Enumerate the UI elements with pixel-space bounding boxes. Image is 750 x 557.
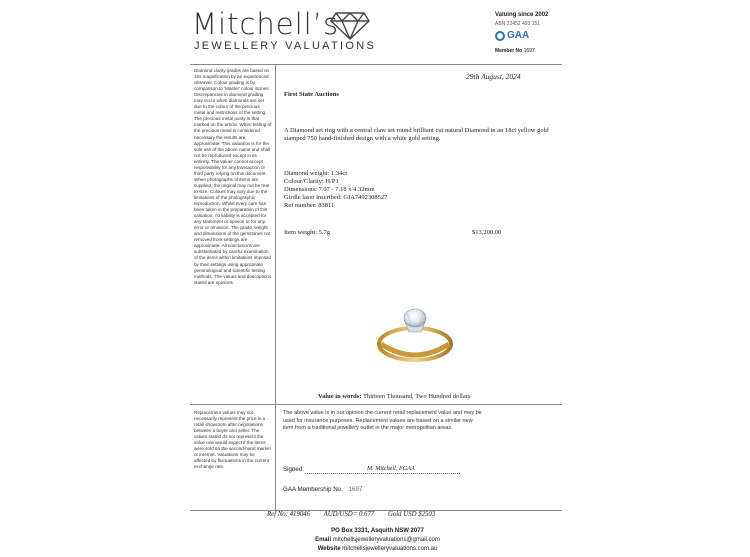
footer-website[interactable]: mitchellsjewelleryvaluations.com.au <box>342 546 438 552</box>
brand-tagline: JEWELLERY VALUATIONS <box>194 40 377 52</box>
gaa-logo <box>495 30 529 41</box>
diamond-weight: Diamond weight: 1.34ct <box>284 170 348 177</box>
brand-name: Mitchell’s <box>192 7 340 41</box>
valuing-since: Valuing since 2002 <box>495 12 549 18</box>
exchange-rate: AUD/USD= 0.677 <box>323 511 375 518</box>
client-name: First State Auctions <box>284 91 339 98</box>
replacement-disclaimer: Replacement values may not necessarily represent the price in a retail showroom after negotiations between a buyer and seller. The values stated do not represent the value one would expect if the items were sold on the second-hand market or internet. Valuations may be affected by fluctuations in the current exchange rate. <box>194 410 271 470</box>
email-label: Email <box>315 537 332 543</box>
replacement-note: The above value is in our opinion the current retail replacement value and may be used for insurance purposes. Replacement values are based on a similar new item from a traditional jewellery outlet in the major metropolitan areas. <box>283 410 482 431</box>
gold-price: Gold USD $2503 <box>387 511 436 518</box>
website-label: Website <box>317 546 341 552</box>
footer-address: PO Box 3331, Asquith NSW 2077 <box>331 528 424 534</box>
item-weight: Item weight: 5.7g <box>284 229 331 236</box>
ref-number: Ref number: 83811 <box>284 201 335 209</box>
ring-photo <box>375 300 455 370</box>
gaa-text: GAA <box>507 30 530 41</box>
item-description: A Diamond set ring with a central claw set round brilliant cut natural Diamond in an 18ct yellow gold stamped 750 hand-finished design with a white gold setting. <box>284 127 549 143</box>
footer <box>190 527 565 554</box>
item-price: $13,200.00 <box>472 229 502 236</box>
header-divider <box>190 64 562 65</box>
abn-number: ABN 22452 493 151 <box>495 21 541 27</box>
gaa-membership-label: GAA Membership No. <box>283 486 343 493</box>
value-in-words <box>318 393 470 400</box>
column-divider <box>275 64 276 511</box>
member-label: Member No <box>495 48 523 54</box>
item-details <box>284 170 387 210</box>
footer-email[interactable]: mitchellsjewelleryvaluations@gmail.com <box>332 537 440 543</box>
valuation-date: 29th August, 2024 <box>466 72 521 81</box>
member-number <box>495 48 535 54</box>
dimensions: Dimensions: 7.07 - 7.18 x 4.32mm <box>284 185 375 193</box>
disclaimer-text: Diamond clarity grades are based on 10x magnification by an experienced observer. Colour grading is by comparison to 'Master' colour stones. Discrepancies in diamond grading may occur when diamonds are set due to the colour of the precious metal and restrictions of the setting. The precious metal purity is that marked on the article. When testing of the precious metal is considered necessary the results are approximate. This valuation is for the sole use of the above name and shall not be reproduced except in its entirety. The valuer cannot accept responsibility for any transaction or third party relying on this document. When photographs of items are supplied, the original may not be true to size. Colours may vary due to the limitations of the photographic reproduction. Whilst every care has been taken in the preparation of this valuation, no liability is accepted for any statement or opinion or for any error or omission. The grade, weight and dimensions of the gemstones not removed from settings are approximate. All conclusions are substantiated by careful examination of the items within limitations imposed by their settings using appropriate gemmological and scientific testing methods. The values and descriptions stated are opinions. <box>194 68 272 285</box>
gaa-circle-icon <box>495 31 505 41</box>
diamond-icon <box>330 9 370 41</box>
value-divider <box>190 404 562 405</box>
girdle-inscription: Girdle laser inscribed: GIA7492308527 <box>284 193 388 201</box>
signer-name: M. Mitchell, FGAA <box>367 465 415 472</box>
value-words-label: Value in words: <box>318 393 362 400</box>
ref-no: Ref No: 419046 <box>267 511 311 518</box>
value-words-text: Thirteen Thousand, Two Hundred dollars <box>362 393 471 400</box>
colour-clarity: Colour/Clarity: H/P1 <box>284 177 339 185</box>
signature-line <box>305 473 460 474</box>
reference-line <box>267 511 447 518</box>
signed-label: Signed: <box>283 466 304 473</box>
gaa-membership-number: 1697 <box>348 486 363 493</box>
gaa-membership <box>283 486 362 493</box>
member-value: 1697 <box>523 48 535 54</box>
